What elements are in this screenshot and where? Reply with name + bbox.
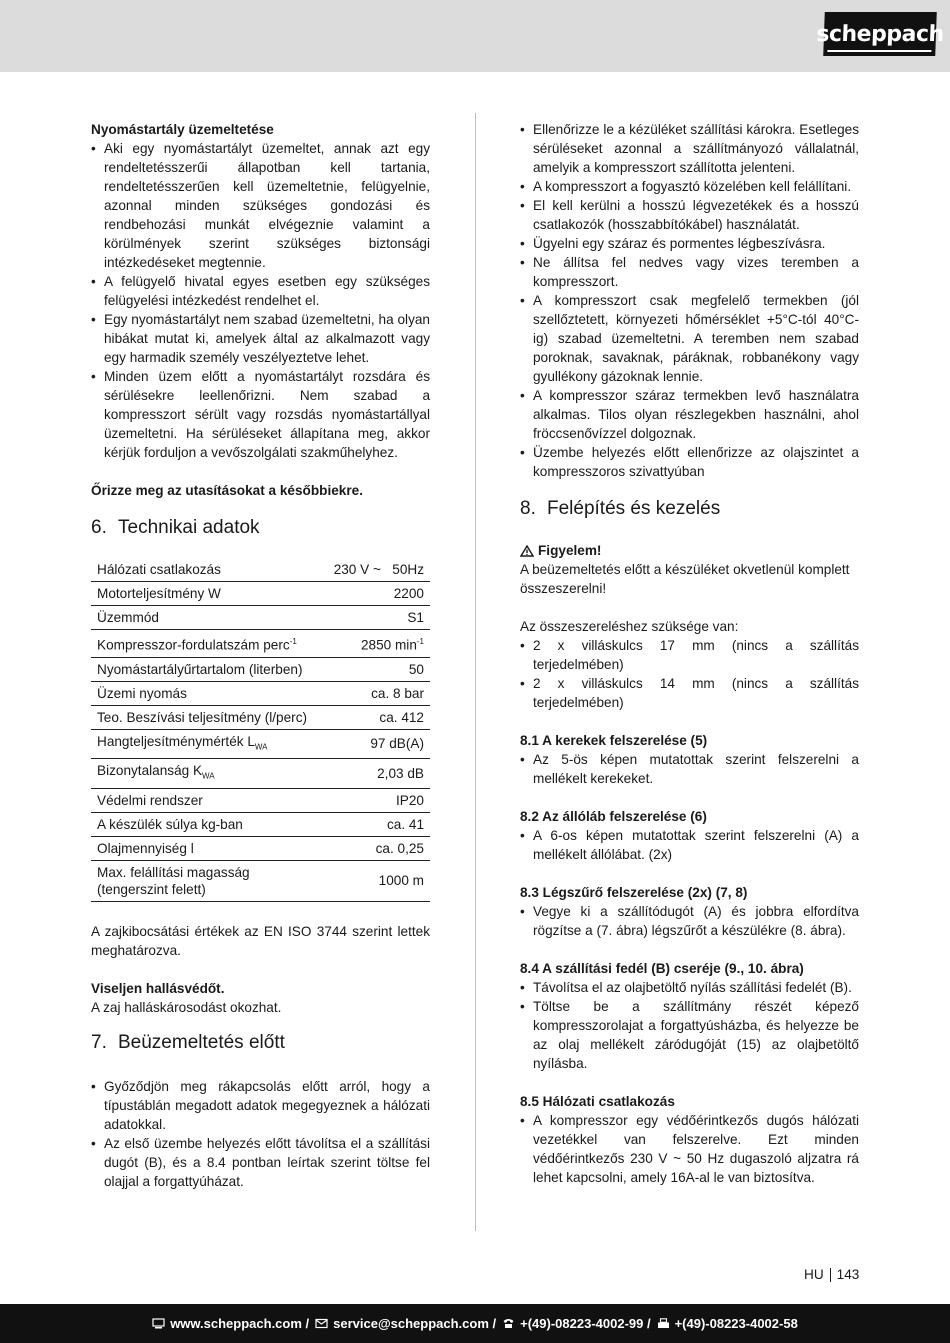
section-title: Technikai adatok [118, 517, 260, 538]
list-item: • A kompresszor száraz termekben levő használatra alkalmas. Tilos olyan részlegekben használni, ahol fröccsenővízzel dolgoznak. [520, 386, 859, 443]
attention-label: Figyelem! [538, 543, 602, 558]
column-divider [475, 113, 476, 1231]
spec-value-text: ca. 412 [379, 709, 424, 725]
spec-row [91, 630, 430, 658]
attention-text: A beüzemeltetés előtt a készüléket okvetlenül komplett összeszerelni! [520, 562, 850, 596]
subsection-8-3-title: 8.3 Légszűrő felszerelése (2x) (7, 8) [520, 885, 748, 900]
spec-value-superscript: -1 [416, 637, 424, 646]
mail-icon [315, 1318, 328, 1329]
monitor-icon [152, 1318, 165, 1329]
left-column [91, 120, 430, 1191]
spec-label-text: Bizonytalanság K [97, 763, 203, 779]
spec-value [328, 812, 430, 836]
spec-label [91, 630, 328, 658]
spec-value-text: ca. 0,25 [375, 840, 424, 856]
footer-bar [0, 1304, 950, 1343]
spec-row [91, 812, 430, 836]
brand-logo: scheppach [823, 12, 937, 56]
spec-label-text: Kompresszor-fordulatszám perc [97, 637, 290, 653]
hearing-protection-text: A zaj halláskárosodást okozhat. [91, 999, 282, 1015]
spec-value [328, 860, 430, 901]
subsection-8-2-list [520, 826, 859, 864]
list-item: • A kompresszort csak megfelelő termekben (jól szellőztetett, környezeti hőmérséklet +5°C-tól 40°C-ig) szabad üzemeltetni. A teremben nem szabad poroknak, savaknak, páráknak, robbanékony vagy gyullékony gázoknak lennie. [520, 291, 859, 386]
list-item: • Töltse be a szállítmány részét képező kompresszorolajat a forgattyúsházba, és helyezze be az olaj mellékelt záródugóját (15) az olajbetöltő nyílásba. [520, 997, 859, 1073]
section-title: Beüzemeltetés előtt [118, 1031, 285, 1053]
spec-value-text: 230 V ~ 50Hz [333, 562, 424, 577]
spec-label-text: Hangteljesítménymérték L [97, 733, 255, 749]
spec-label [91, 558, 328, 582]
spec-label [91, 836, 328, 860]
list-item: • Egy nyomástartályt nem szabad üzemeltetni, ha olyan hibákat mutat ki, amelyek által az alkalmazott vagy egy harmadik személy veszélyeztetve lehet. [91, 310, 430, 367]
spec-row [91, 558, 430, 582]
spec-label-text: Üzemi nyomás [97, 685, 187, 701]
spec-row [91, 681, 430, 705]
spec-value [328, 681, 430, 705]
list-item: • Ügyelni egy száraz és pormentes légbeszívásra. [520, 234, 859, 253]
spec-value [328, 759, 430, 789]
phone-icon [502, 1318, 515, 1329]
pressure-tank-heading: Nyomástartály üzemeltetése [91, 122, 274, 137]
spec-row [91, 657, 430, 681]
spec-label [91, 812, 328, 836]
assembly-list [520, 636, 859, 712]
section-8-heading [520, 497, 859, 521]
list-item: • Ne állítsa fel nedves vagy vizes teremben a kompresszort. [520, 253, 859, 291]
section-number: 6. [91, 517, 107, 538]
spec-row [91, 729, 430, 759]
spec-value-text: IP20 [396, 792, 424, 808]
spec-value-text: 50 [408, 661, 424, 677]
page-number-separator [830, 1268, 831, 1282]
spec-value [328, 558, 430, 582]
list-item: • A kompresszort a fogyasztó közelében kell felállítani. [520, 177, 859, 196]
section-title: Felépítés és kezelés [547, 498, 721, 519]
spec-row [91, 582, 430, 606]
spec-row [91, 759, 430, 789]
spec-label-superscript: -1 [289, 637, 297, 646]
spec-label [91, 788, 328, 812]
spec-row [91, 836, 430, 860]
spec-value [328, 606, 430, 630]
list-item: • Az 5-ös képen mutatottak szerint felszerelni a mellékelt kerekeket. [520, 750, 859, 788]
page-number [804, 1265, 859, 1284]
footer-email[interactable]: service@scheppach.com / [333, 1316, 497, 1331]
spec-value-text: ca. 8 bar [371, 685, 424, 701]
list-item: • El kell kerülni a hosszú légvezetékek és a hosszú csatlakozók (hosszabbítókábel) használatát. [520, 196, 859, 234]
hearing-protection-title: Viseljen hallásvédőt. [91, 980, 225, 996]
section-7-heading [91, 1031, 430, 1055]
list-item: • A kompresszor egy védőérintkezős dugós hálózati vezetékkel van felszerelve. Ezt minden védőérintkezős 230 V ~ 50 Hz dugaszoló aljzatra rá lehet kapcsolni, amely 16A-al le van biztosítva. [520, 1111, 859, 1187]
spec-label [91, 657, 328, 681]
section-6-heading [91, 516, 430, 540]
spec-label [91, 681, 328, 705]
spec-label-subscript: WA [202, 771, 215, 781]
footer-fax[interactable]: +(49)-08223-4002-58 [674, 1316, 798, 1331]
spec-label-text: Teo. Beszívási teljesítmény (l/perc) [97, 709, 308, 725]
spec-label-text: Max. felállítási magasság (tengerszint felett) [97, 864, 250, 897]
spec-table [91, 558, 430, 902]
list-item: • Az első üzembe helyezés előtt távolítsa el a szállítási dugót (B), és a 8.4 pontban leírtak szerint töltse fel olajjal a forgattyúházat. [91, 1134, 430, 1191]
fax-icon [657, 1318, 670, 1329]
section-number: 7. [91, 1031, 107, 1053]
spec-value-text: 2,03 dB [377, 766, 424, 782]
spec-label-text: Hálózati csatlakozás [97, 562, 221, 577]
spec-label [91, 606, 328, 630]
subsection-8-4-title: 8.4 A szállítási fedél (B) cseréje (9., 10. ábra) [520, 961, 804, 976]
list-item: • Üzembe helyezés előtt ellenőrizze az olajszintet a kompresszoros szivattyúban [520, 443, 859, 481]
spec-label-subscript: WA [254, 742, 268, 752]
spec-value [328, 836, 430, 860]
list-item: • Vegye ki a szállítódugót (A) és jobbra elfordítva rögzítse a (7. ábra) légszűrőt a készülékre (8. ábra). [520, 902, 859, 940]
list-item: • Aki egy nyomástartályt üzemeltet, annak azt egy rendeltetésszerűi állapotban kell tartania, rendeltetésszerűen kell üzemeltetnie, felügyelnie, azonnal minden szükséges gondozási és rendbehozási munkát elvégeznie valamint a körülmények szerint szükséges biztonsági intézkedéseket megtennie. [91, 139, 430, 272]
spec-value [328, 582, 430, 606]
subsection-8-5-list [520, 1111, 859, 1187]
spec-value [328, 630, 430, 658]
subsection-8-2-title: 8.2 Az állóláb felszerelése (6) [520, 809, 707, 824]
list-item: • Győződjön meg rákapcsolás előtt arról, hogy a típustáblán megadott adatok megegyeznek a hálózati adatokkal. [91, 1077, 430, 1134]
list-item: • Ellenőrizze le a kézüléket szállítási károkra. Esetleges sérüléseket azonnal a szállítmányozó vállalatnál, amelyik a kompresszort szállította jelenteni. [520, 120, 859, 177]
subsection-8-1-title: 8.1 A kerekek felszerelése (5) [520, 733, 708, 748]
assembly-need: Az összeszereléshez szüksége van: [520, 619, 739, 634]
noise-note: A zajkibocsátási értékek az EN ISO 3744 szerint lettek meghatározva. [91, 923, 430, 958]
keep-instructions: Őrizze meg az utasításokat a későbbiekre. [91, 483, 363, 498]
spec-value [328, 788, 430, 812]
subsection-8-4-list [520, 978, 859, 1073]
subsection-8-3-list [520, 902, 859, 940]
spec-label [91, 582, 328, 606]
list-item: • A felügyelő hivatal egyes esetben egy szükséges felügyelési intézkedést rendelhet el. [91, 272, 430, 310]
pressure-tank-list [91, 139, 430, 462]
footer-phone[interactable]: +(49)-08223-4002-99 / [520, 1316, 651, 1331]
spec-value [328, 705, 430, 729]
pre-operation-list [520, 120, 859, 481]
spec-value-text: 1000 m [378, 873, 424, 889]
subsection-8-5-title: 8.5 Hálózati csatlakozás [520, 1094, 675, 1109]
section-number: 8. [520, 498, 536, 519]
spec-value-text: 2850 min [360, 637, 417, 653]
page-number-value: 143 [836, 1267, 860, 1282]
subsection-8-1-list [520, 750, 859, 788]
spec-row [91, 705, 430, 729]
spec-row [91, 606, 430, 630]
spec-row [91, 860, 430, 901]
spec-label [91, 705, 328, 729]
attention-heading [520, 541, 859, 560]
list-item: • 2 x villáskulcs 14 mm (nincs a szállítás terjedelmében) [520, 674, 859, 712]
list-item: • 2 x villáskulcs 17 mm (nincs a szállítás terjedelmében) [520, 636, 859, 674]
spec-label [91, 860, 328, 901]
spec-label-text: Nyomástartályűrtartalom (literben) [97, 661, 303, 677]
spec-label [91, 729, 328, 759]
spec-label-text: Motorteljesítmény W [97, 586, 221, 601]
spec-label-text: Védelmi rendszer [97, 792, 203, 808]
list-item: • A 6-os képen mutatottak szerint felszerelni (A) a mellékelt állólábat. (2x) [520, 826, 859, 864]
spec-label-text: Olajmennyiség l [97, 840, 194, 856]
warning-triangle-icon [520, 545, 534, 557]
footer-website[interactable]: www.scheppach.com / [170, 1316, 310, 1331]
section-7-list [91, 1077, 430, 1191]
spec-label [91, 759, 328, 789]
spec-value-text: ca. 41 [386, 816, 424, 832]
spec-value [328, 657, 430, 681]
spec-value-text: S1 [407, 610, 424, 625]
spec-row [91, 788, 430, 812]
header-bar [0, 0, 950, 72]
list-item: • Távolítsa el az olajbetöltő nyílás szállítási fedelét (B). [520, 978, 859, 997]
language-code: HU [804, 1267, 824, 1282]
spec-value-text: 97 dB(A) [370, 736, 424, 752]
spec-value [328, 729, 430, 759]
spec-value-text: 2200 [393, 586, 424, 601]
spec-label-text: A készülék súlya kg-ban [97, 816, 243, 832]
spec-label-text: Üzemmód [97, 610, 159, 625]
list-item: • Minden üzem előtt a nyomástartályt rozsdára és sérülésekre leellenőrizni. Nem szabad a kompresszort sérült vagy rozsdás nyomástartállyal üzemeltetni. Ha sérüléseket állapítana meg, akkor kérjük forduljon a vevőszolgálati szakműhelyhez. [91, 367, 430, 462]
right-column [520, 120, 859, 1187]
